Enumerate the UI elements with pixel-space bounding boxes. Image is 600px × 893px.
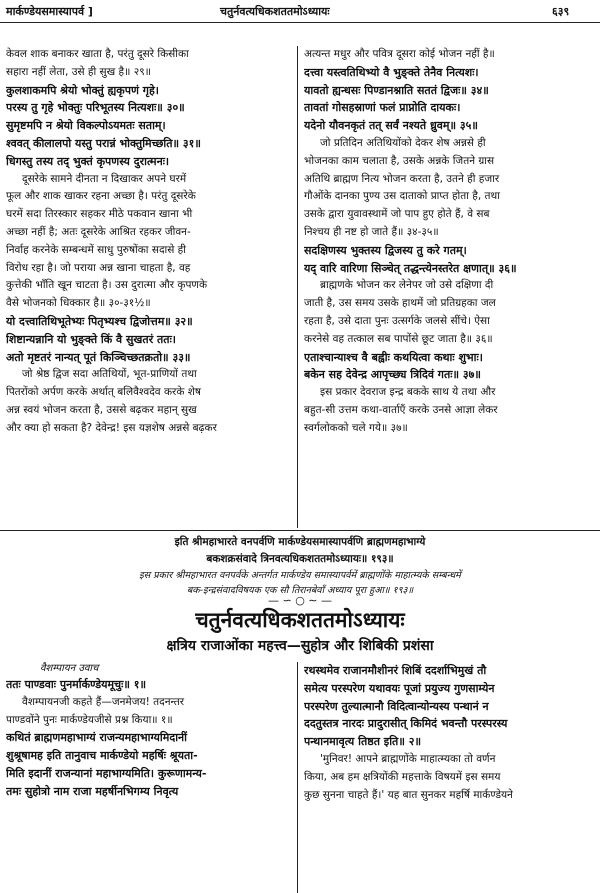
verse-line: शुश्रूषामह इति तानुवाच मार्कण्डेयो महर्षिः श्रूयता- <box>6 749 198 763</box>
text-line: वैशम्पायनजी कहते हैं—जनमेजय! तदनन्तर <box>22 695 185 708</box>
verse-line: सदक्षिणस्य भुक्तस्य द्विजस्य तु करे गतम्। <box>304 243 467 257</box>
text-line: ब्राह्मणके भोजन कर लेनेपर जो उसे दक्षिणा दी <box>320 279 494 292</box>
colophon-rule <box>0 530 600 531</box>
text-line: विरोध रहा है। जो पराया अन्न खाना चाहता है, वह <box>6 261 191 274</box>
column-divider-2 <box>297 662 298 893</box>
text-line: स्वर्गलोकको चले गये॥ ३७॥ <box>304 421 408 434</box>
text-line: भोजनका काम चलाता है, उसके अन्नके जितने ग्रास <box>304 154 495 167</box>
text-line: फूल और शाक खाकर रहना अच्छा है। परंतु दूसरेके <box>6 190 196 203</box>
text-line: जो प्रतिदिन अतिथियोंको देकर शेष अन्नसे ही <box>320 136 486 149</box>
chapter-title: चतुर्नवत्यधिकशततमोऽध्यायः <box>195 608 405 632</box>
text-line: दूसरेके सामने दीनता न दिखाकर अपने घरमें <box>22 172 187 185</box>
text-line: इस प्रकार देवराज इन्द्र बकके साथ ये तथा और <box>320 386 496 399</box>
verse-line: परस्परेण तुल्यात्मानौ विदित्वान्योन्यस्य पन्थानं न <box>304 699 489 713</box>
verse-line: समेत्य परस्परेण यथावयः पूजां प्रयुज्य गुणसाम्येन <box>304 681 495 695</box>
column-divider <box>297 46 298 528</box>
text-line: केवल शाक बनाकर खाता है, परंतु दूसरे किसीका <box>6 48 189 60</box>
verse-line: तावतां गोसहस्राणां फलं प्राप्नोति दायकः। <box>304 101 461 115</box>
text-line: अत्यन्त मधुर और पवित्र दूसरा कोई भोजन नहीं है॥ <box>304 48 495 60</box>
running-title: चतुर्नवत्यधिकशततमोऽध्यायः <box>220 5 330 18</box>
verse-line: शिष्टान्यन्नानि यो भुङ्क्ते किं वै सुखतरं ततः। <box>6 332 176 346</box>
text-line: गौओंके दानका पुण्य उस दाताको प्राप्त होता है, तथा <box>304 190 500 203</box>
right-column-2 <box>304 662 596 804</box>
verse-line: दत्त्वा यस्त्वतिथिभ्यो वै भुङ्क्ते तेनैव नित्यशः। <box>304 65 479 79</box>
colophon-hindi-line: बक-इन्द्रसंवादविषयक एक सौ तिरानबेवाँ अध्याय पूरा हुआ॥ १९३॥ <box>186 585 414 596</box>
verse-line: बकेन सह देवेन्द्र आपृच्छ्य त्रिदिवं गतः॥ ३७॥ <box>304 368 481 382</box>
text-line: किया, अब हम क्षत्रियोंकी महत्ताके विषयमें इस समय <box>304 770 501 783</box>
text-line: पाण्डवोंने पुनः मार्कण्डेयजीसे प्रश्न किया॥ १॥ <box>6 713 173 726</box>
verse-line: कथितं ब्राह्मणमहाभाग्यं राजन्यमहाभाग्यमिदानीं <box>6 731 187 745</box>
verse-line: तमः सुहोत्रो नाम राजा महर्षीनभिगम्य निवृत्य <box>6 784 179 798</box>
chapter-subtitle: क्षत्रिय राजाओंका महत्त्व—सुहोत्र और शिबिकी प्रशंसा <box>166 638 434 654</box>
text-line: वैसे भोजनको धिक्कार है॥ ३०-३१½॥ <box>6 297 151 310</box>
text-line: और क्या हो सकता है? देवेन्द्र! इस यज्ञशेष अन्नसे बढ़कर <box>6 421 217 434</box>
text-line: कुत्तेकी भाँति खून चाटता है। उस दुरात्मा और कृपणके <box>6 279 208 292</box>
colophon-sanskrit-line: बकशक्रसंवादे त्रिनवत्यधिकशततमोऽध्यायः॥ १९३॥ <box>206 553 394 565</box>
verse-line: परस्य तु गृहे भोक्तुः परिभूतस्य नित्यशः॥ ३०॥ <box>6 101 185 115</box>
page-number: ६३९ <box>552 5 570 18</box>
speaker-label: वैशम्पायन उवाच <box>40 663 99 674</box>
ornament-divider: — ∽ ○ ∼ — <box>267 594 333 607</box>
text-line: पितरोंको अर्पण करके अर्थात् बलिवैश्वदेव करके शेष <box>6 386 201 399</box>
colophon-hindi-line: इस प्रकार श्रीमहाभारत वनपर्वके अन्तर्गत मार्कण्डेय समास्यापर्वमें ब्राह्मणोंके माहात्म्यके सम्बन्धमें <box>139 570 461 581</box>
verse-line: पन्थानमावृत्य तिष्ठत इति॥ २॥ <box>304 735 422 749</box>
verse-line: ददतुस्तत्र नारदः प्रादुरासीत् किमिदं भवन्तौ परस्परस्य <box>304 717 508 731</box>
text-line: निर्वाह करनेके सम्बन्धमें साधु पुरुषोंका सदासे ही <box>6 243 186 256</box>
left-column-2 <box>6 676 294 801</box>
text-line: कुछ सुनना चाहते हैं।' यह बात सुनकर महर्षि मार्कण्डेयने <box>304 788 513 801</box>
text-line: सहारा नहीं लेता, उसे ही सुख है॥ २९॥ <box>6 65 151 78</box>
verse-line: यद् वारि वारिणा सिञ्चेत् तद्धन्त्येनस्तरेत क्षणात्॥ ३६॥ <box>304 261 517 275</box>
right-column <box>304 46 596 438</box>
verse-line: अतो मृष्टतरं नान्यत् पूतं किञ्चिच्छतक्रतो॥ ३३॥ <box>6 350 191 364</box>
text-line: रहता है, उसे दाता पुनः उत्सर्गके जलसे सींचे। ऐसा <box>304 314 490 327</box>
verse-line: यो दत्त्वातिथिभूतेभ्यः पितृभ्यश्च द्विजोत्तम॥ ३२॥ <box>6 314 193 328</box>
left-column <box>6 46 294 438</box>
verse-line: मिति इदानीं राजन्यानां महाभाग्यमिति। कुरूणामन्य- <box>6 766 207 780</box>
text-line: करनेसे वह तत्काल सब पापोंसे छूट जाता है॥ ३६॥ <box>304 332 493 345</box>
colophon-sanskrit-line: इति श्रीमहाभारते वनपर्वणि मार्कण्डेयसमास्यापर्वणि ब्राह्मणमहाभाग्ये <box>174 536 426 548</box>
text-line: अच्छा नहीं है; अतः दूसरेके आश्रित रहकर जीवन- <box>6 225 191 238</box>
verse-line: यदेनो यौवनकृतं तत् सर्वं नश्यते ध्रुवम्॥ ३५॥ <box>304 119 478 133</box>
verse-line: श्ववत् कीलालपो यस्तु परान्नं भोक्तुमिच्छति॥ ३१॥ <box>6 136 201 150</box>
verse-line: एताश्चान्याश्च वै बह्वीः कथयित्वा कथाः शुभाः। <box>304 350 483 364</box>
verse-line: धिगस्तु तस्य तद् भुक्तं कृपणस्य दुरात्मनः। <box>6 154 170 168</box>
text-line: निश्चय ही नष्ट हो जाते हैं॥ ३४-३५॥ <box>304 225 439 238</box>
text-line: अन्न स्वयं भोजन करता है, उससे बढ़कर महान् सुख <box>6 403 197 416</box>
text-line: घरमें सदा तिरस्कार सहकर मीठे पकवान खाना भी <box>6 208 193 221</box>
text-line: अतिथि ब्राह्मण नित्य भोजन करता है, उतने ही हजार <box>304 172 500 185</box>
verse-line: रथस्थमेव राजानमौशीनरं शिबिं ददर्शाभिमुखं तौ <box>304 664 487 677</box>
text-line: जो श्रेष्ठ द्विज सदा अतिथियों, भूत-प्राणियों तथा <box>22 368 197 381</box>
text-line: बहुत-सी उत्तम कथा-वार्ताएँ करके उनसे आज्ञा लेकर <box>304 403 498 416</box>
page-header <box>0 0 600 23</box>
text-line: जाती है, उस समय उसके हाथमें जो प्रतिग्रहका जल <box>304 297 496 310</box>
text-line: 'मुनिवर! आपने ब्राह्मणोंके माहात्म्यका तो वर्णन <box>320 752 496 765</box>
verse-line: कुलशाकमपि श्रेयो भोक्तुं ह्यकृपणं गृहे। <box>6 83 159 97</box>
section-name: मार्कण्डेयसमास्यापर्व ] <box>6 5 93 18</box>
verse-line: ततः पाण्डवाः पुनर्मार्कण्डेयमूचुः॥ १॥ <box>6 678 147 691</box>
verse-line: यावतो ह्यन्धसः पिण्डानश्नाति सततं द्विजः॥ ३४॥ <box>304 83 489 97</box>
text-line: उसके द्वारा युवावस्थामें जो पाप हुए होते हैं, वे सब <box>304 208 490 221</box>
verse-line: सुमृष्टमपि न श्रेयो विकल्पोऽयमतः सताम्। <box>6 119 166 133</box>
colophon <box>0 534 600 598</box>
